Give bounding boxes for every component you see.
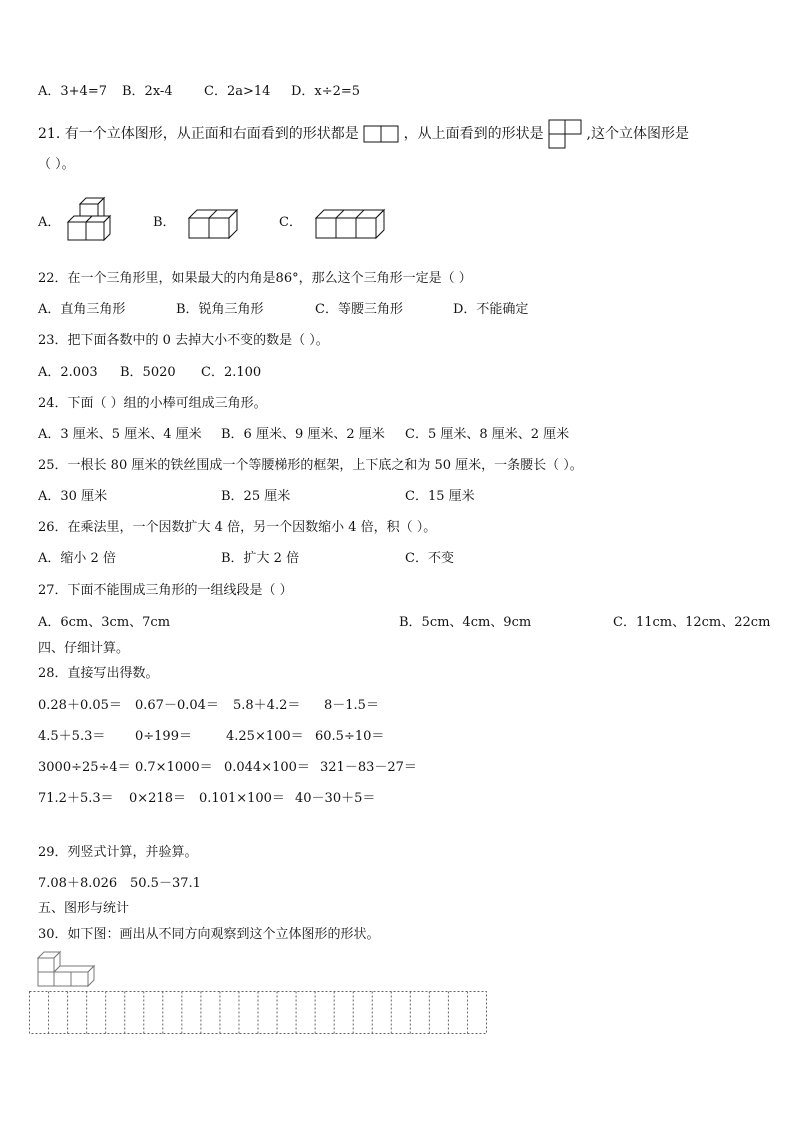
q26-stem: 26．在乘法里，一个因数扩大 4 倍，另一个因数缩小 4 倍，积（ ）。 [38, 520, 437, 535]
section-4-heading: 四、仔细计算。 [38, 641, 130, 656]
q22-option-b[interactable]: B．锐角三角形 [176, 302, 264, 317]
q27-option-a[interactable]: A．6cm、3cm、7cm [38, 615, 171, 630]
q28-item: 4.25×100＝ [226, 729, 304, 744]
cube-figure-icon [36, 950, 98, 988]
q26-option-c[interactable]: C．不变 [405, 551, 454, 566]
q28-item: 8－1.5＝ [324, 698, 379, 713]
q28-item: 0.67－0.04＝ [135, 698, 219, 713]
cube-row-b-icon [187, 206, 241, 240]
q28-item: 71.2＋5.3＝ [38, 791, 114, 806]
q23-option-c[interactable]: C．2.100 [201, 365, 262, 380]
q20-option-d[interactable]: D．x÷2=5 [291, 84, 361, 99]
q25-stem: 25．一根长 80 厘米的铁丝围成一个等腰梯形的框架，上下底之和为 50 厘米，一条腰长（ ）。 [38, 458, 583, 473]
q21-option-a[interactable]: A． [38, 215, 61, 230]
q28-item: 5.8＋4.2＝ [233, 698, 301, 713]
q20-option-a[interactable]: A．3+4=7 [38, 84, 107, 99]
q28-item: 0×218＝ [129, 791, 186, 806]
q24-option-a[interactable]: A．3 厘米、5 厘米、4 厘米 [38, 427, 202, 442]
q28-item: 0.044×100＝ [224, 760, 310, 775]
q21-stem [38, 119, 689, 149]
q21-option-b[interactable]: B． [153, 215, 176, 230]
q25-option-c[interactable]: C．15 厘米 [405, 489, 475, 504]
q27-stem: 27．下面不能围成三角形的一组线段是（ ） [38, 583, 293, 598]
q21-stem-part2: ，从上面看到的形状是 [403, 126, 544, 142]
q28-item: 40－30＋5＝ [295, 791, 376, 806]
drawing-grid[interactable] [29, 991, 489, 1035]
cube-row-c-icon [314, 206, 386, 240]
front-view-icon [363, 125, 399, 143]
q26-option-a[interactable]: A．缩小 2 倍 [38, 551, 116, 566]
q21-option-c[interactable]: C． [279, 215, 302, 230]
q28-item: 321－83－27＝ [320, 760, 417, 775]
q27-option-c[interactable]: C．11cm、12cm、22cm [613, 615, 771, 630]
q25-option-b[interactable]: B．25 厘米 [221, 489, 291, 504]
q23-option-a[interactable]: A．2.003 [38, 365, 98, 380]
q23-stem: 23．把下面各数中的 0 去掉大小不变的数是（ ）。 [38, 333, 329, 348]
top-view-icon [548, 119, 582, 149]
q28-item: 4.5＋5.3＝ [38, 729, 106, 744]
q21-answer-blank[interactable]: （ ）。 [38, 157, 75, 172]
q28-item: 3000÷25÷4＝ [38, 760, 131, 775]
q21-stem-part1: 21. 有一个立体图形，从正面和右面看到的形状都是 [38, 126, 359, 142]
q28-stem: 28．直接写出得数。 [38, 666, 159, 681]
q28-item: 0.101×100＝ [199, 791, 285, 806]
q22-option-a[interactable]: A．直角三角形 [38, 302, 126, 317]
q22-stem: 22．在一个三角形里，如果最大的内角是86°，那么这个三角形一定是（ ） [38, 271, 472, 286]
cube-stack-a-icon [66, 196, 122, 244]
q22-option-d[interactable]: D．不能确定 [453, 302, 529, 317]
q27-option-b[interactable]: B．5cm、4cm、9cm [399, 615, 532, 630]
q26-option-b[interactable]: B．扩大 2 倍 [221, 551, 300, 566]
q29-stem: 29．列竖式计算，并验算。 [38, 845, 198, 860]
q24-option-c[interactable]: C．5 厘米、8 厘米、2 厘米 [405, 427, 570, 442]
q25-option-a[interactable]: A．30 厘米 [38, 489, 108, 504]
q28-item: 0.7×1000＝ [135, 760, 213, 775]
section-5-heading: 五、图形与统计 [38, 901, 130, 916]
q28-item: 0.28＋0.05＝ [38, 698, 122, 713]
q20-option-c[interactable]: C．2a>14 [204, 84, 271, 99]
q30-stem: 30．如下图：画出从不同方向观察到这个立体图形的形状。 [38, 927, 380, 942]
q22-option-c[interactable]: C．等腰三角形 [315, 302, 403, 317]
q21-stem-part3: ,这个立体图形是 [586, 126, 689, 142]
q20-option-b[interactable]: B．2x-4 [122, 84, 173, 99]
q24-stem: 24．下面（ ）组的小棒可组成三角形。 [38, 396, 267, 411]
q28-item: 0÷199＝ [135, 729, 192, 744]
q29-item: 50.5－37.1 [130, 876, 201, 891]
q23-option-b[interactable]: B．5020 [120, 365, 176, 380]
q28-item: 60.5÷10＝ [315, 729, 385, 744]
q29-item: 7.08＋8.026 [38, 876, 118, 891]
q24-option-b[interactable]: B．6 厘米、9 厘米、2 厘米 [221, 427, 385, 442]
